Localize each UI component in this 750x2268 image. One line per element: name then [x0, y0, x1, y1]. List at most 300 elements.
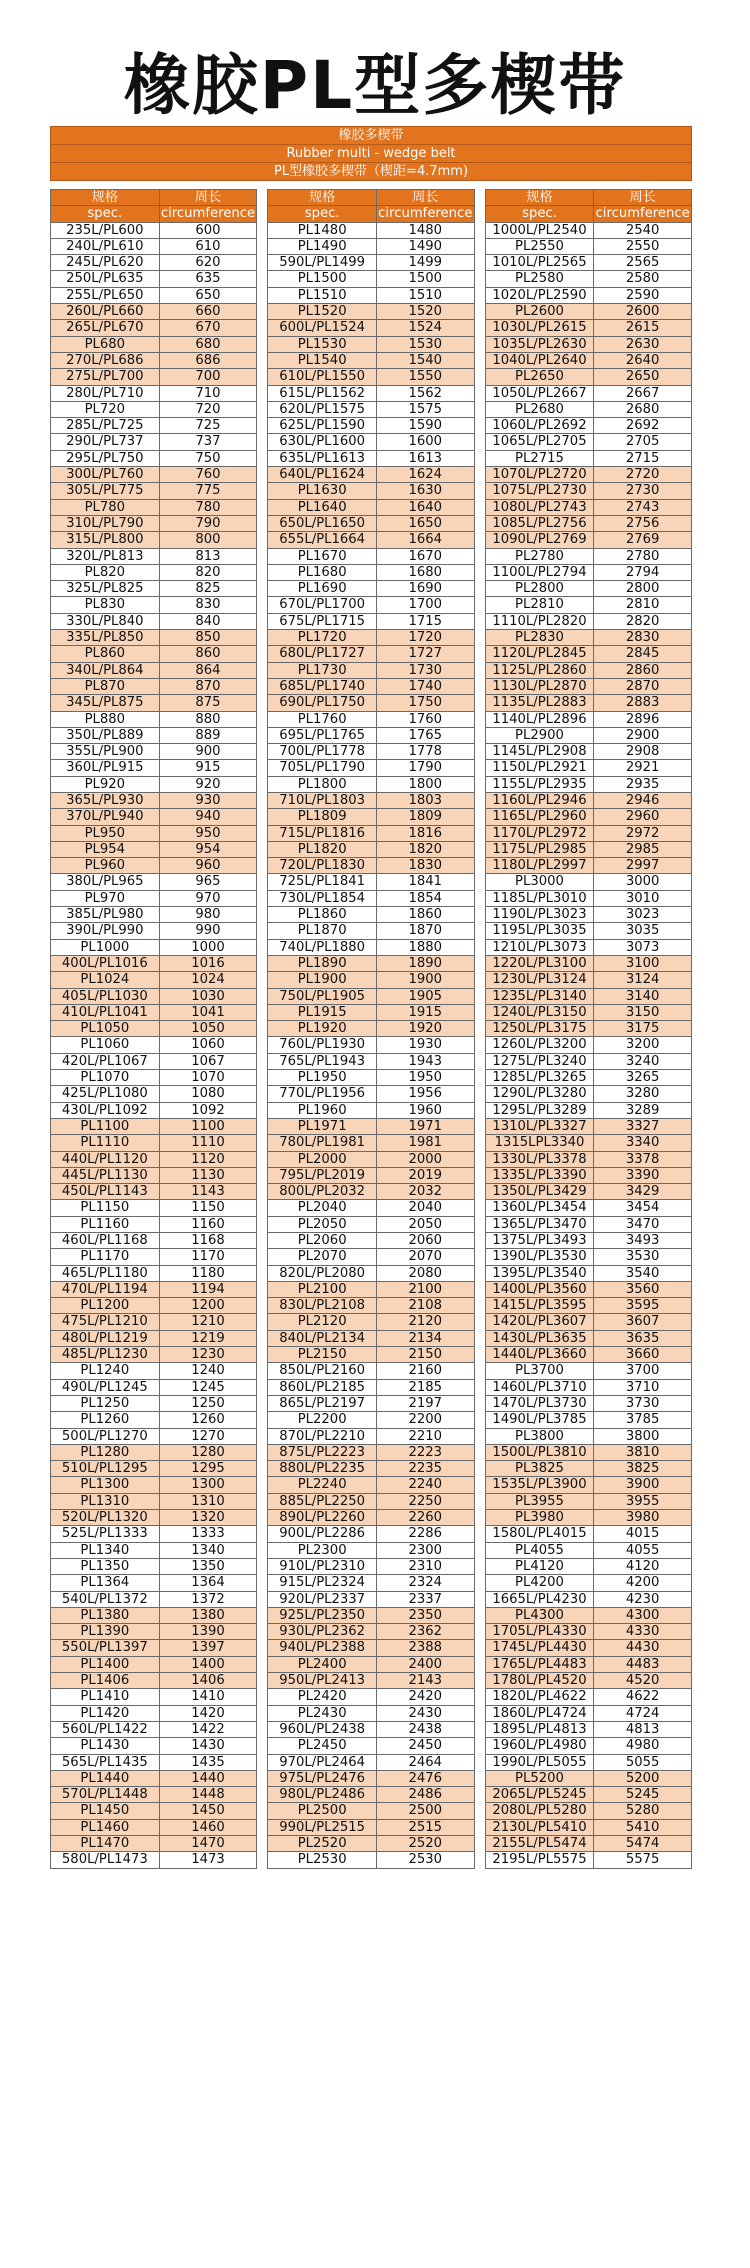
circumference-cell: 1067 [159, 1053, 257, 1069]
column-gap [257, 1379, 268, 1395]
circumference-cell: 864 [159, 662, 257, 678]
spec-cell: PL1971 [268, 1118, 377, 1134]
circumference-cell: 1364 [159, 1575, 257, 1591]
column-gap [474, 222, 485, 238]
circumference-cell: 1270 [159, 1428, 257, 1444]
circumference-cell: 610 [159, 238, 257, 254]
table-row [51, 1363, 692, 1379]
spec-cell: PL1350 [51, 1558, 160, 1574]
column-gap [257, 776, 268, 792]
circumference-cell: 5575 [594, 1852, 692, 1868]
circumference-cell: 2108 [377, 1298, 475, 1314]
table-row [51, 727, 692, 743]
table-row [51, 255, 692, 271]
column-gap [474, 467, 485, 483]
circumference-cell: 4430 [594, 1640, 692, 1656]
spec-cell: 2155L/PL5474 [485, 1835, 594, 1851]
circumference-cell: 3289 [594, 1102, 692, 1118]
column-gap [474, 434, 485, 450]
column-gap [257, 1086, 268, 1102]
spec-cell: PL1860 [268, 907, 377, 923]
column-gap [257, 190, 268, 206]
spec-cell: PL1915 [268, 1004, 377, 1020]
spec-cell: 1235L/PL3140 [485, 988, 594, 1004]
column-gap [474, 385, 485, 401]
spec-cell: 1365L/PL3470 [485, 1216, 594, 1232]
spec-cell: PL1430 [51, 1738, 160, 1754]
spec-cell: 400L/PL1016 [51, 955, 160, 971]
column-gap [257, 401, 268, 417]
column-gap [257, 792, 268, 808]
circumference-cell: 2240 [377, 1477, 475, 1493]
table-row [51, 434, 692, 450]
column-gap [257, 1689, 268, 1705]
spec-cell: 1285L/PL3265 [485, 1070, 594, 1086]
circumference-cell: 1920 [377, 1021, 475, 1037]
table-row [51, 1004, 692, 1020]
spec-cell: 345L/PL875 [51, 695, 160, 711]
spec-cell: 485L/PL1230 [51, 1347, 160, 1363]
circumference-cell: 2705 [594, 434, 692, 450]
spec-cell: 970L/PL2464 [268, 1754, 377, 1770]
column-gap [474, 1298, 485, 1314]
circumference-cell: 889 [159, 727, 257, 743]
circumference-cell: 3010 [594, 890, 692, 906]
spec-cell: 875L/PL2223 [268, 1444, 377, 1460]
spec-cell: 450L/PL1143 [51, 1184, 160, 1200]
table-row [51, 646, 692, 662]
column-gap [474, 1705, 485, 1721]
page-title: 橡胶PL型多楔带 [123, 47, 627, 124]
spec-cell: PL2830 [485, 630, 594, 646]
spec-cell: 1040L/PL2640 [485, 352, 594, 368]
table-row [51, 890, 692, 906]
column-gap [474, 727, 485, 743]
spec-cell: 1190L/PL3023 [485, 907, 594, 923]
table-row [51, 1689, 692, 1705]
column-gap [257, 222, 268, 238]
column-gap [474, 776, 485, 792]
spec-cell: PL2715 [485, 450, 594, 466]
circumference-cell: 3607 [594, 1314, 692, 1330]
spec-cell: PL1809 [268, 809, 377, 825]
spec-cell: 705L/PL1790 [268, 760, 377, 776]
spec-cell: 885L/PL2250 [268, 1493, 377, 1509]
column-gap [474, 1102, 485, 1118]
column-gap [474, 1004, 485, 1020]
column-gap [257, 988, 268, 1004]
column-gap [257, 1575, 268, 1591]
header-cell-circ-cn: 周长 [377, 190, 475, 206]
table-row [51, 1037, 692, 1053]
circumference-cell: 2715 [594, 450, 692, 466]
spec-cell: 910L/PL2310 [268, 1558, 377, 1574]
spec-cell: PL1760 [268, 711, 377, 727]
header-cell-circ-en: circumference [378, 206, 473, 222]
circumference-cell: 2486 [377, 1787, 475, 1803]
circumference-cell: 950 [159, 825, 257, 841]
spec-cell: 520L/PL1320 [51, 1510, 160, 1526]
column-gap [257, 1705, 268, 1721]
circumference-cell: 4055 [594, 1542, 692, 1558]
circumference-cell: 1295 [159, 1461, 257, 1477]
header-cell-circ-cn: 周长 [594, 190, 692, 206]
spec-cell: PL1340 [51, 1542, 160, 1558]
spec-cell: PL3700 [485, 1363, 594, 1379]
column-gap [257, 304, 268, 320]
spec-cell: 1895L/PL4813 [485, 1721, 594, 1737]
spec-cell: PL1070 [51, 1070, 160, 1086]
circumference-cell: 2019 [377, 1167, 475, 1183]
circumference-cell: 2400 [377, 1656, 475, 1672]
spec-cell: PL880 [51, 711, 160, 727]
column-gap [474, 287, 485, 303]
table-row [51, 1510, 692, 1526]
column-gap [257, 972, 268, 988]
column-gap [474, 1086, 485, 1102]
spec-cell: 1100L/PL2794 [485, 564, 594, 580]
spec-cell: PL1110 [51, 1135, 160, 1151]
spec-cell: 1110L/PL2820 [485, 613, 594, 629]
column-gap [474, 809, 485, 825]
column-gap [257, 352, 268, 368]
spec-cell: 610L/PL1550 [268, 369, 377, 385]
spec-cell: 725L/PL1841 [268, 874, 377, 890]
spec-cell: PL1680 [268, 564, 377, 580]
circumference-cell: 1200 [159, 1298, 257, 1314]
column-gap [474, 825, 485, 841]
spec-cell: PL1960 [268, 1102, 377, 1118]
circumference-cell: 970 [159, 890, 257, 906]
column-gap [474, 401, 485, 417]
spec-cell: PL780 [51, 499, 160, 515]
column-gap [257, 1444, 268, 1460]
circumference-cell: 1730 [377, 662, 475, 678]
spec-cell: 1220L/PL3100 [485, 955, 594, 971]
circumference-cell: 1540 [377, 352, 475, 368]
table-row [51, 1607, 692, 1623]
column-gap [474, 1770, 485, 1786]
column-gap [257, 548, 268, 564]
circumference-cell: 3200 [594, 1037, 692, 1053]
spec-cell: PL970 [51, 890, 160, 906]
circumference-cell: 3955 [594, 1493, 692, 1509]
spec-cell: 1390L/PL3530 [485, 1249, 594, 1265]
circumference-cell: 737 [159, 434, 257, 450]
spec-cell: 860L/PL2185 [268, 1379, 377, 1395]
circumference-cell: 2845 [594, 646, 692, 662]
circumference-cell: 620 [159, 255, 257, 271]
column-gap [257, 1347, 268, 1363]
column-gap [257, 874, 268, 890]
header-cell-spec-cn: 规格 [268, 190, 377, 206]
spec-cell: 475L/PL1210 [51, 1314, 160, 1330]
spec-cell: 550L/PL1397 [51, 1640, 160, 1656]
spec-cell: PL2500 [268, 1803, 377, 1819]
circumference-cell: 1260 [159, 1412, 257, 1428]
spec-cell: 325L/PL825 [51, 581, 160, 597]
spec-cell: 1185L/PL3010 [485, 890, 594, 906]
spec-cell: PL1820 [268, 841, 377, 857]
spec-cell: 1250L/PL3175 [485, 1021, 594, 1037]
spec-cell: 695L/PL1765 [268, 727, 377, 743]
spec-cell: 460L/PL1168 [51, 1233, 160, 1249]
circumference-cell: 1016 [159, 955, 257, 971]
circumference-cell: 2324 [377, 1575, 475, 1591]
spec-cell: 870L/PL2210 [268, 1428, 377, 1444]
circumference-cell: 600 [159, 222, 257, 238]
circumference-cell: 1333 [159, 1526, 257, 1542]
spec-cell: 925L/PL2350 [268, 1607, 377, 1623]
column-gap [257, 907, 268, 923]
circumference-cell: 1250 [159, 1395, 257, 1411]
spec-cell: 700L/PL1778 [268, 744, 377, 760]
spec-cell: PL1240 [51, 1363, 160, 1379]
column-gap [257, 1281, 268, 1297]
spec-cell: PL2650 [485, 369, 594, 385]
circumference-cell: 3493 [594, 1233, 692, 1249]
circumference-cell: 725 [159, 418, 257, 434]
circumference-cell: 3700 [594, 1363, 692, 1379]
spec-cell: 430L/PL1092 [51, 1102, 160, 1118]
spec-cell: 245L/PL620 [51, 255, 160, 271]
circumference-cell: 1624 [377, 467, 475, 483]
spec-cell: 975L/PL2476 [268, 1770, 377, 1786]
spec-cell: PL1310 [51, 1493, 160, 1509]
column-gap [474, 1428, 485, 1444]
spec-cell: PL2550 [485, 238, 594, 254]
column-gap [257, 744, 268, 760]
circumference-cell: 4622 [594, 1689, 692, 1705]
spec-cell: 750L/PL1905 [268, 988, 377, 1004]
spec-cell: 1050L/PL2667 [485, 385, 594, 401]
column-gap [257, 1591, 268, 1607]
column-gap [474, 1363, 485, 1379]
spec-cell: PL5200 [485, 1770, 594, 1786]
circumference-cell: 830 [159, 597, 257, 613]
circumference-cell: 2150 [377, 1347, 475, 1363]
circumference-cell: 2223 [377, 1444, 475, 1460]
column-gap [257, 613, 268, 629]
spec-cell: PL1450 [51, 1803, 160, 1819]
column-gap [474, 1314, 485, 1330]
column-gap [257, 1738, 268, 1754]
spec-cell: 1140L/PL2896 [485, 711, 594, 727]
spec-cell: PL2100 [268, 1281, 377, 1297]
circumference-cell: 3454 [594, 1200, 692, 1216]
column-gap [474, 1738, 485, 1754]
table-row [51, 776, 692, 792]
column-gap [257, 1363, 268, 1379]
circumference-cell: 2438 [377, 1721, 475, 1737]
circumference-cell: 1680 [377, 564, 475, 580]
spec-cell: 560L/PL1422 [51, 1721, 160, 1737]
circumference-cell: 1860 [377, 907, 475, 923]
circumference-cell: 2060 [377, 1233, 475, 1249]
circumference-cell: 1435 [159, 1754, 257, 1770]
circumference-cell: 1778 [377, 744, 475, 760]
spec-cell: 920L/PL2337 [268, 1591, 377, 1607]
column-gap [474, 630, 485, 646]
circumference-cell: 3560 [594, 1281, 692, 1297]
spec-cell: PL3800 [485, 1428, 594, 1444]
column-gap [257, 467, 268, 483]
circumference-cell: 1143 [159, 1184, 257, 1200]
spec-cell: PL1250 [51, 1395, 160, 1411]
circumference-cell: 3800 [594, 1428, 692, 1444]
circumference-cell: 3175 [594, 1021, 692, 1037]
circumference-cell: 1562 [377, 385, 475, 401]
circumference-cell: 960 [159, 858, 257, 874]
spec-cell: PL720 [51, 401, 160, 417]
circumference-cell: 2050 [377, 1216, 475, 1232]
spec-cell: 1330L/PL3378 [485, 1151, 594, 1167]
circumference-cell: 1030 [159, 988, 257, 1004]
column-gap [474, 760, 485, 776]
spec-cell: 675L/PL1715 [268, 613, 377, 629]
circumference-cell: 1406 [159, 1673, 257, 1689]
column-gap [474, 1852, 485, 1868]
circumference-cell: 4520 [594, 1673, 692, 1689]
spec-cell: 615L/PL1562 [268, 385, 377, 401]
spec-cell: 685L/PL1740 [268, 678, 377, 694]
column-gap [474, 1689, 485, 1705]
circumference-cell: 1820 [377, 841, 475, 857]
spec-cell: 1860L/PL4724 [485, 1705, 594, 1721]
circumference-cell: 3660 [594, 1347, 692, 1363]
spec-cell: PL3000 [485, 874, 594, 890]
column-gap [257, 320, 268, 336]
spec-cell: 1290L/PL3280 [485, 1086, 594, 1102]
column-gap [257, 630, 268, 646]
column-gap [257, 1721, 268, 1737]
spec-cell: PL4200 [485, 1575, 594, 1591]
spec-cell: PL1900 [268, 972, 377, 988]
circumference-cell: 3240 [594, 1053, 692, 1069]
column-gap [474, 1118, 485, 1134]
column-gap [474, 1151, 485, 1167]
circumference-cell: 1448 [159, 1787, 257, 1803]
table-row [51, 1770, 692, 1786]
spec-cell: 410L/PL1041 [51, 1004, 160, 1020]
column-gap [474, 271, 485, 287]
circumference-cell: 1841 [377, 874, 475, 890]
spec-cell: 1130L/PL2870 [485, 678, 594, 694]
circumference-cell: 930 [159, 792, 257, 808]
column-gap [257, 1526, 268, 1542]
circumference-cell: 790 [159, 515, 257, 531]
table-row [51, 1575, 692, 1591]
spec-cell: 1460L/PL3710 [485, 1379, 594, 1395]
circumference-cell: 940 [159, 809, 257, 825]
table-row [51, 809, 692, 825]
spec-cell: PL3955 [485, 1493, 594, 1509]
table-row [51, 1477, 692, 1493]
spec-cell: PL1460 [51, 1819, 160, 1835]
column-gap [257, 450, 268, 466]
circumference-cell: 2185 [377, 1379, 475, 1395]
table-row [51, 304, 692, 320]
column-gap [257, 711, 268, 727]
table-row [51, 1216, 692, 1232]
column-gap [474, 1493, 485, 1509]
spec-cell: 1580L/PL4015 [485, 1526, 594, 1542]
column-gap [257, 1200, 268, 1216]
circumference-cell: 3000 [594, 874, 692, 890]
spec-cell: PL2900 [485, 727, 594, 743]
header-cell-spec-cn: 规格 [51, 190, 160, 206]
column-gap [474, 1656, 485, 1672]
column-gap [474, 581, 485, 597]
column-gap [474, 1216, 485, 1232]
spec-cell: PL2050 [268, 1216, 377, 1232]
table-row [51, 939, 692, 955]
circumference-cell: 1956 [377, 1086, 475, 1102]
spec-cell: 340L/PL864 [51, 662, 160, 678]
circumference-cell: 2769 [594, 532, 692, 548]
circumference-cell: 2388 [377, 1640, 475, 1656]
header-title-en: Rubber multi - wedge belt [50, 145, 692, 163]
table-row [51, 1428, 692, 1444]
table-row [51, 1070, 692, 1086]
spec-cell: 1420L/PL3607 [485, 1314, 594, 1330]
spec-cell: 1075L/PL2730 [485, 483, 594, 499]
circumference-cell: 1310 [159, 1493, 257, 1509]
column-gap [257, 1151, 268, 1167]
circumference-cell: 1520 [377, 304, 475, 320]
column-gap [474, 972, 485, 988]
spec-cell: PL2040 [268, 1200, 377, 1216]
circumference-cell: 2640 [594, 352, 692, 368]
circumference-cell: 1160 [159, 1216, 257, 1232]
spec-cell: PL2420 [268, 1689, 377, 1705]
spec-cell: PL1730 [268, 662, 377, 678]
circumference-cell: 920 [159, 776, 257, 792]
table-row [51, 418, 692, 434]
circumference-cell: 2362 [377, 1624, 475, 1640]
table-row [51, 1444, 692, 1460]
spec-cell: 260L/PL660 [51, 304, 160, 320]
spec-cell: 915L/PL2324 [268, 1575, 377, 1591]
circumference-cell: 2692 [594, 418, 692, 434]
circumference-cell: 2286 [377, 1526, 475, 1542]
table-row [51, 678, 692, 694]
table-row [51, 988, 692, 1004]
table-row [51, 1118, 692, 1134]
circumference-cell: 1971 [377, 1118, 475, 1134]
spec-cell: PL680 [51, 336, 160, 352]
spec-cell: 670L/PL1700 [268, 597, 377, 613]
circumference-cell: 1372 [159, 1591, 257, 1607]
table-row [51, 1835, 692, 1851]
table-row [51, 1021, 692, 1037]
column-gap [474, 1461, 485, 1477]
spec-cell: PL870 [51, 678, 160, 694]
circumference-cell: 2420 [377, 1689, 475, 1705]
circumference-cell: 3124 [594, 972, 692, 988]
circumference-cell: 1168 [159, 1233, 257, 1249]
circumference-cell: 4330 [594, 1624, 692, 1640]
column-gap [257, 825, 268, 841]
circumference-cell: 3900 [594, 1477, 692, 1493]
spec-cell: 240L/PL610 [51, 238, 160, 254]
spec-cell: 335L/PL850 [51, 630, 160, 646]
spec-cell: 1060L/PL2692 [485, 418, 594, 434]
spec-cell: PL2060 [268, 1233, 377, 1249]
column-gap [474, 1184, 485, 1200]
column-gap [474, 564, 485, 580]
table-row [51, 1526, 692, 1542]
